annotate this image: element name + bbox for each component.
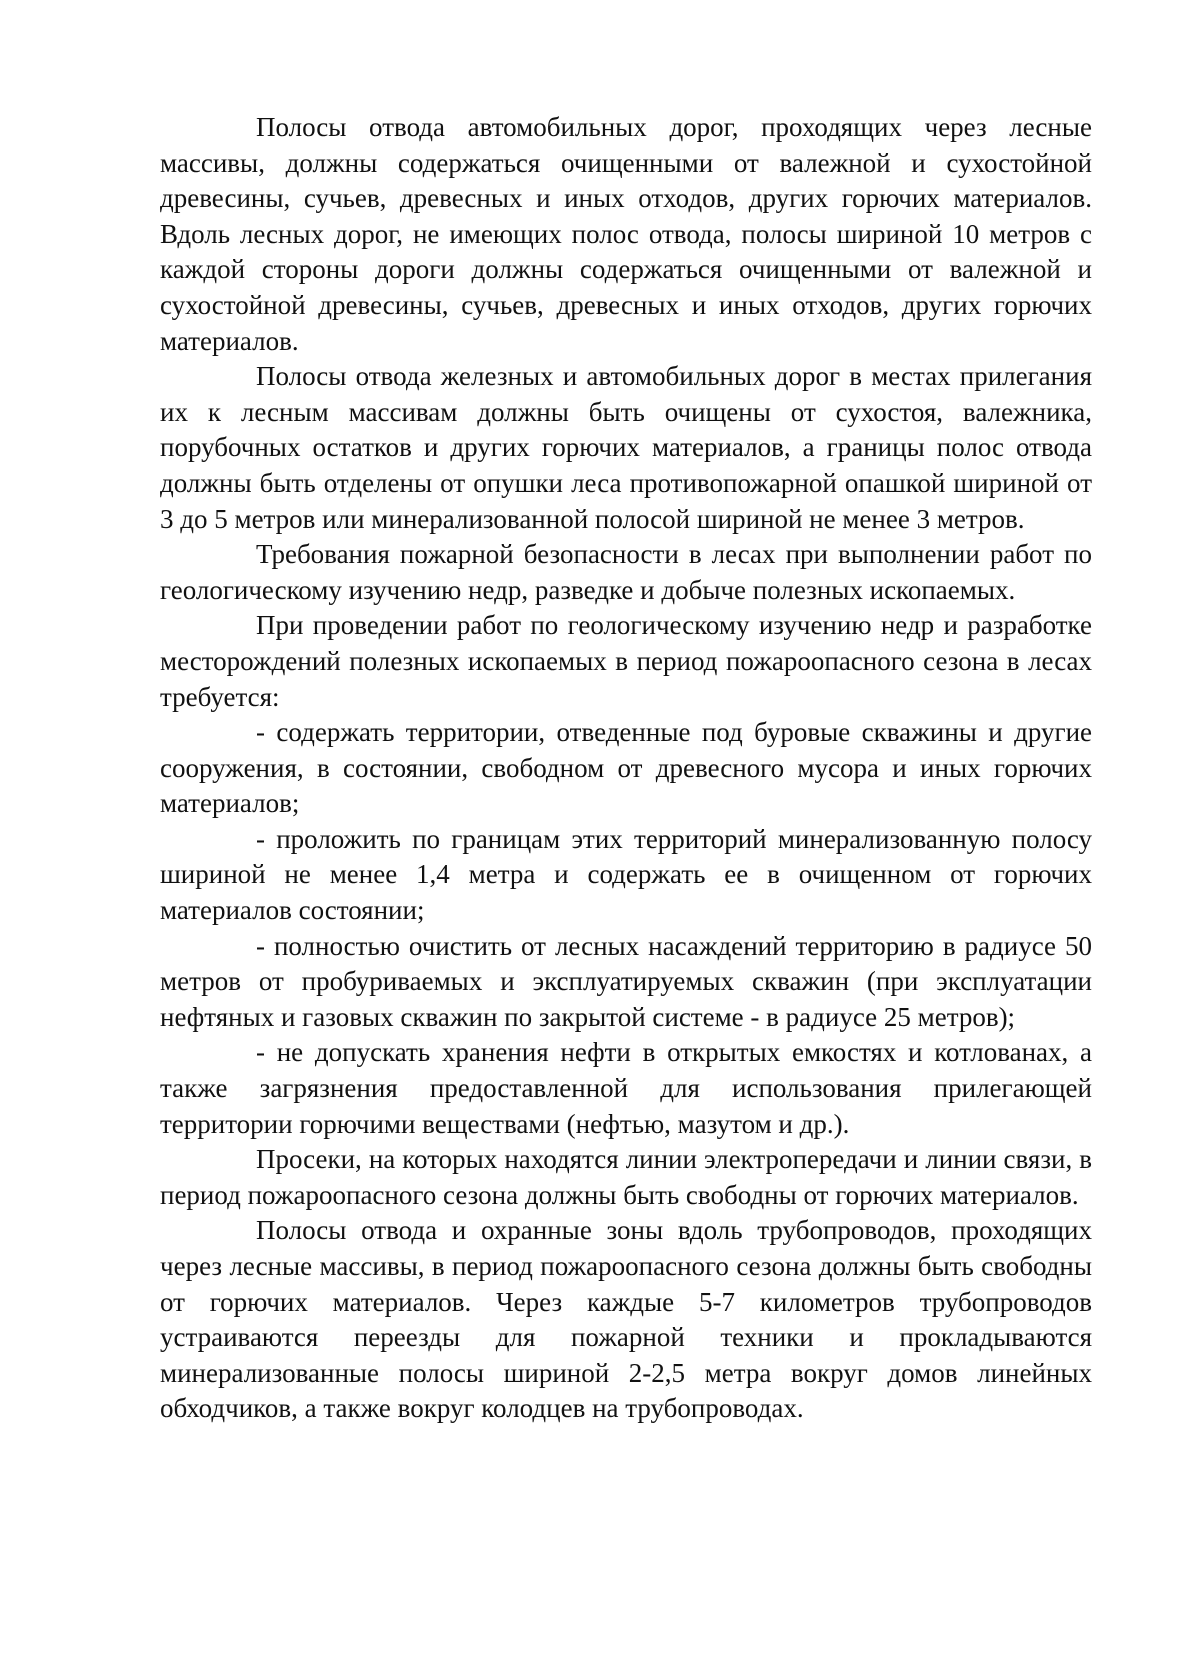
paragraph-railway-strips: Полосы отвода железных и автомобильных дорог в местах прилегания их к лесным массивам должны быть очищены от сухостоя, валежника, порубочных остатков и других горючих материалов, а границы полос отвода должны быть отделены от опушки леса противопожарной опашкой шириной от 3 до 5 метров или минерализованной полосой шириной не менее 3 метров. [160,361,1092,534]
paragraph-geology-intro: При проведении работ по геологическому изучению недр и разработке месторождений полезных ископаемых в период пожароопасного сезона в лесах требуется: [160,610,1092,712]
paragraph-power-lines: Просеки, на которых находятся линии электропередачи и линии связи, в период пожароопасного сезона должны быть свободны от горючих материалов. [160,1144,1092,1210]
paragraph-geology-heading: Требования пожарной безопасности в лесах при выполнении работ по геологическому изучению недр, разведке и добыче полезных ископаемых. [160,539,1092,605]
list-item-oil-storage: - не допускать хранения нефти в открытых емкостях и котлованах, а также загрязнения предоставленной для использования прилегающей территории горючими веществами (нефтью, мазутом и др.). [160,1037,1092,1139]
list-item-clearing-radius: - полностью очистить от лесных насаждений территорию в радиусе 50 метров от пробуриваемых и эксплуатируемых скважин (при эксплуатации нефтяных и газовых скважин по закрытой системе - в радиусе 25 метров); [160,930,1092,1032]
list-item-territories: - содержать территории, отведенные под буровые скважины и другие сооружения, в состоянии, свободном от древесного мусора и иных горючих материалов; [160,717,1092,819]
paragraph-pipelines: Полосы отвода и охранные зоны вдоль трубопроводов, проходящих через лесные массивы, в период пожароопасного сезона должны быть свободны от горючих материалов. Через каждые 5-7 километров трубопроводов устраиваются переезды для пожарной техники и прокладываются минерализованные полосы шириной 2-2,5 метра вокруг домов линейных обходчиков, а также вокруг колодцев на трубопроводах. [160,1215,1092,1424]
list-item-mineral-strip: - проложить по границам этих территорий минерализованную полосу шириной не менее 1,4 метра и содержать ее в очищенном от горючих материалов состоянии; [160,823,1092,926]
document-page [160,110,1092,1427]
paragraph-road-strips: Полосы отвода автомобильных дорог, проходящих через лесные массивы, должны содержаться очищенными от валежной и сухостойной древесины, сучьев, древесных и иных отходов, других горючих материалов. Вдоль лесных дорог, не имеющих полос отвода, полосы шириной 10 метров с каждой стороны дороги должны содержаться очищенными от валежной и сухостойной древесины, сучьев, древесных и иных отходов, других горючих материалов. [160,112,1092,356]
